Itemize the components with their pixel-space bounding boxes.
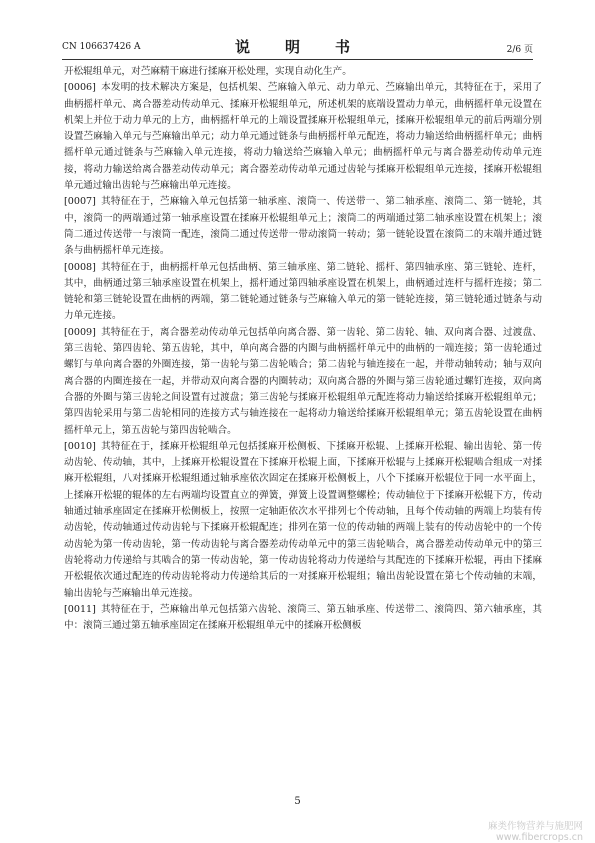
paragraph-text: 其特征在于，曲柄摇杆单元包括曲柄、第三轴承座、第二链轮、摇杆、第四轴承座、第三链轮、连杆，其中，曲柄通过第三轴承座设置在机架上，摇杆通过第四轴承座设置在机架上，曲柄通过连杆与摇杆连接；第二链轮和第三链轮设置在曲柄的两端，第二链轮通过链条与苎麻输入单元的第一链轮连接，第三链轮通过链条与动力单元连接。 <box>64 261 542 322</box>
paragraph-number: [0007] <box>64 196 96 208</box>
document-title: 说 明 书 <box>234 38 360 56</box>
page-header <box>62 36 533 58</box>
paragraph-number: [0009] <box>64 326 96 338</box>
document-body <box>64 64 542 634</box>
paragraph-0007 <box>64 194 542 259</box>
page-indicator: 2/6 页 <box>506 45 533 55</box>
paragraph-number: [0008] <box>64 261 96 273</box>
paragraph-0006 <box>64 80 542 194</box>
paragraph-number: [0010] <box>64 440 96 452</box>
patent-number: CN 106637426 A <box>62 42 141 52</box>
paragraph-number: [0011] <box>64 603 96 615</box>
page-number: 5 <box>294 796 301 807</box>
paragraph-0008 <box>64 260 542 325</box>
paragraph-text: 其特征在于，揉麻开松辊组单元包括揉麻开松侧板、下揉麻开松辊、上揉麻开松辊、输出齿轮、第一传动齿轮、传动轴，其中，上揉麻开松辊设置在下揉麻开松辊上面，下揉麻开松辊与上揉麻开松辊啮合组成一对揉麻开松辊组，八对揉麻开松辊组通过轴承座依次固定在揉麻开松侧板上，八个下揉麻开松辊位于同一水平面上，上揉麻开松辊的辊体的左右两端均设置直立的弹簧，弹簧上设置调整螺栓；传动轴位于下揉麻开松辊下方，传动轴通过轴承座固定在揉麻开松侧板上，按照一定轴距依次水平排列七个传动轴，且每个传动轴的两端上均装有传动齿轮，传动轴通过传动齿轮与下揉麻开松辊配连；排列在第一位的传动轴的两端上装有的传动齿轮中的一个传动齿轮为第一传动齿轮，第一传动齿轮与离合器差动传动单元中的第三齿轮啮合，离合器差动传动单元中的第三齿轮将动力传递给与其啮合的第一传动齿轮，第一传动齿轮将动力传递给与其配连的下揉麻开松辊，再由下揉麻开松辊依次通过配连的传动齿轮将动力传递给其后的一对揉麻开松辊组；输出齿轮设置在第七个传动轴的末端，输出齿轮与苎麻输出单元连接。 <box>64 440 542 599</box>
paragraph-text: 开松辊组单元，对苎麻精干麻进行揉麻开松处理，实现自动化生产。 <box>64 66 352 77</box>
paragraph-text: 其特征在于，离合器差动传动单元包括单向离合器、第一齿轮、第二齿轮、轴、双向离合器、过渡盘、第三齿轮、第四齿轮、第五齿轮，其中，单向离合器的内圈与曲柄摇杆单元中的曲柄的一端连接；第一齿轮通过螺钉与单向离合器的外圈连接，第一齿轮与第二齿轮啮合；第二齿轮与轴连接在一起，并带动轴转动；轴与双向离合器的内圈连接在一起，并带动双向离合器的内圈转动；双向离合器的外圈与第三齿轮通过螺钉连接，双向离合器的外圈与第三齿轮之间设置有过渡盘；第三齿轮与揉麻开松辊组单元配连将动力输送给揉麻开松辊组单元；第四齿轮采用与第二齿轮相同的连接方式与轴连接在一起将动力输送给揉麻开松辊组单元；第五齿轮设置在曲柄摇杆单元上，第五齿轮与第四齿轮啮合。 <box>64 326 542 436</box>
paragraph-number: [0006] <box>64 82 96 94</box>
paragraph-text: 本发明的技术解决方案是，包括机架、苎麻输入单元、动力单元、苎麻输出单元，其特征在于，采用了曲柄摇杆单元、离合器差动传动单元、揉麻开松辊组单元，所述机架的底端设置动力单元，曲柄摇杆单元设置在机架上并位于动力单元的上方，曲柄摇杆单元的上端设置揉麻开松辊组单元，揉麻开松辊组单元的前后两端分别设置苎麻输入单元与苎麻输出单元；动力单元通过链条与曲柄摇杆单元配连，将动力输送给曲柄摇杆单元；曲柄摇杆单元通过链条与苎麻输入单元连接，将动力输送给苎麻输入单元；曲柄摇杆单元与离合器差动传动单元连接，将动力输送给离合器差动传动单元；离合器差动传动单元通过齿轮与揉麻开松辊组单元连接，揉麻开松辊组单元通过输出齿轮与苎麻输出单元连接。 <box>64 82 542 192</box>
paragraph-text: 其特征在于，苎麻输出单元包括第六齿轮、滚筒三、第五轴承座、传送带二、滚筒四、第六轴承座，其中：滚筒三通过第五轴承座固定在揉麻开松辊组单元中的揉麻开松侧板 <box>64 603 542 632</box>
paragraph-continuation <box>64 64 542 80</box>
paragraph-0011 <box>64 602 542 635</box>
paragraph-0010 <box>64 439 542 602</box>
watermark: 麻类作物营养与施肥网 www.fibercrops.cn <box>487 821 583 843</box>
paragraph-text: 其特征在于，苎麻输入单元包括第一轴承座、滚筒一、传送带一、第二轴承座、滚筒二、第一链轮，其中，滚筒一的两端通过第一轴承座设置在揉麻开松辊组单元上；滚筒二的两端通过第二轴承座设置在机架上；滚筒二通过传送带一与滚筒一配连，滚筒二通过传送带一带动滚筒一转动；第一链轮设置在滚筒二的末端并通过链条与曲柄摇杆单元连接。 <box>64 196 542 257</box>
header-divider <box>62 59 533 60</box>
paragraph-0009 <box>64 325 542 439</box>
